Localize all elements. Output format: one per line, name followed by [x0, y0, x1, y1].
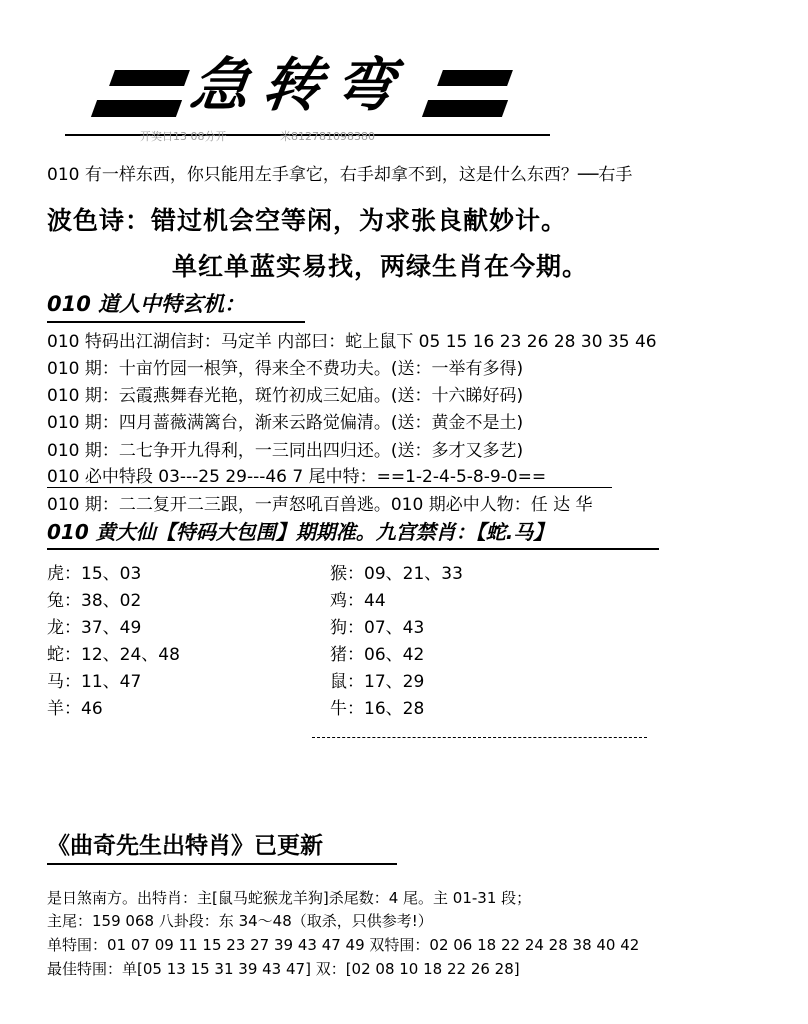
section3-line: 单特围：01 07 09 11 15 23 27 39 43 47 49 双特围：02 06 18 22 24 28 38 40 42: [47, 936, 640, 954]
zodiac-right-item: 鼠：17、29: [330, 672, 425, 692]
zodiac-left-item: 蛇：12、24、48: [47, 645, 180, 665]
section3-line: 是日煞南方。出特肖：主[鼠马蛇猴龙羊狗]杀尾数：4 尾。主 01-31 段；: [47, 889, 532, 907]
page-title: 急转弯: [186, 51, 413, 119]
header-left-bar-top: [109, 70, 190, 86]
section2-heading: 010 黄大仙【特码大包围】期期准。九宫禁肖：【蛇.马】: [47, 516, 659, 550]
zodiac-left-item: 羊：46: [47, 699, 103, 719]
header-left-bar-bottom: [91, 100, 182, 117]
zodiac-left-item: 马：11、47: [47, 672, 142, 692]
zodiac-right-item: 狗：07、43: [330, 618, 425, 638]
section1-line: 010 必中特段 03---25 29---46 7 尾中特：==1-2-4-5-8-9-0==: [47, 462, 612, 488]
header-right-bar-bottom: [422, 100, 508, 117]
poem-line-1: 波色诗：错过机会空等闲，为求张良献妙计。: [47, 206, 568, 235]
section1-line: 010 特码出江湖信封：马定羊 内部曰：蛇上鼠下 05 15 16 23 26 28 30 35 46: [47, 332, 657, 352]
zodiac-right-item: 猪：06、42: [330, 645, 425, 665]
zodiac-left-item: 龙：37、49: [47, 618, 142, 638]
zodiac-right-item: 猴：09、21、33: [330, 564, 463, 584]
section1-line: 010 期：四月蔷薇满篱台，渐来云路觉偏清。(送：黄金不是土): [47, 413, 524, 433]
riddle-line: 010 有一样东西，你只能用左手拿它，右手却拿不到，这是什么东西？──右手: [47, 165, 633, 185]
section2-divider: [312, 737, 647, 738]
section3-line: 最佳特围：单[05 13 15 31 39 43 47] 双：[02 08 10 18 22 26 28]: [47, 960, 520, 978]
section3-heading: 《曲奇先生出特肖》已更新: [47, 827, 397, 865]
zodiac-right-item: 牛：16、28: [330, 699, 425, 719]
header-right-bar-top: [437, 70, 513, 86]
section1-line: 010 期：二七争开九得利，一三同出四归还。(送：多才又多艺): [47, 441, 524, 461]
zodiac-left-item: 兔：38、02: [47, 591, 142, 611]
section1-line: 010 期：云霞燕舞春光艳，斑竹初成三妃庙。(送：十六睇好码): [47, 386, 524, 406]
zodiac-left-item: 虎：15、03: [47, 564, 142, 584]
header-faded-right: 米812781098380: [280, 130, 375, 143]
section1-line: 010 期：二二复开二三跟，一声怒吼百兽逃。010 期必中人物：任 达 华: [47, 495, 593, 515]
section3-line: 主尾：159 068 八卦段：东 34～48（取杀，只供参考!）: [47, 912, 433, 930]
section1-heading: 010 道人中特玄机：: [47, 288, 305, 323]
section1-line: 010 期：十亩竹园一根笋，得来全不费功夫。(送：一举有多得): [47, 359, 524, 379]
poem-line-2: 单红单蓝实易找，两绿生肖在今期。: [172, 252, 589, 281]
header-faded-left: 开奖日13 08分开: [140, 130, 227, 143]
zodiac-right-item: 鸡：44: [330, 591, 386, 611]
